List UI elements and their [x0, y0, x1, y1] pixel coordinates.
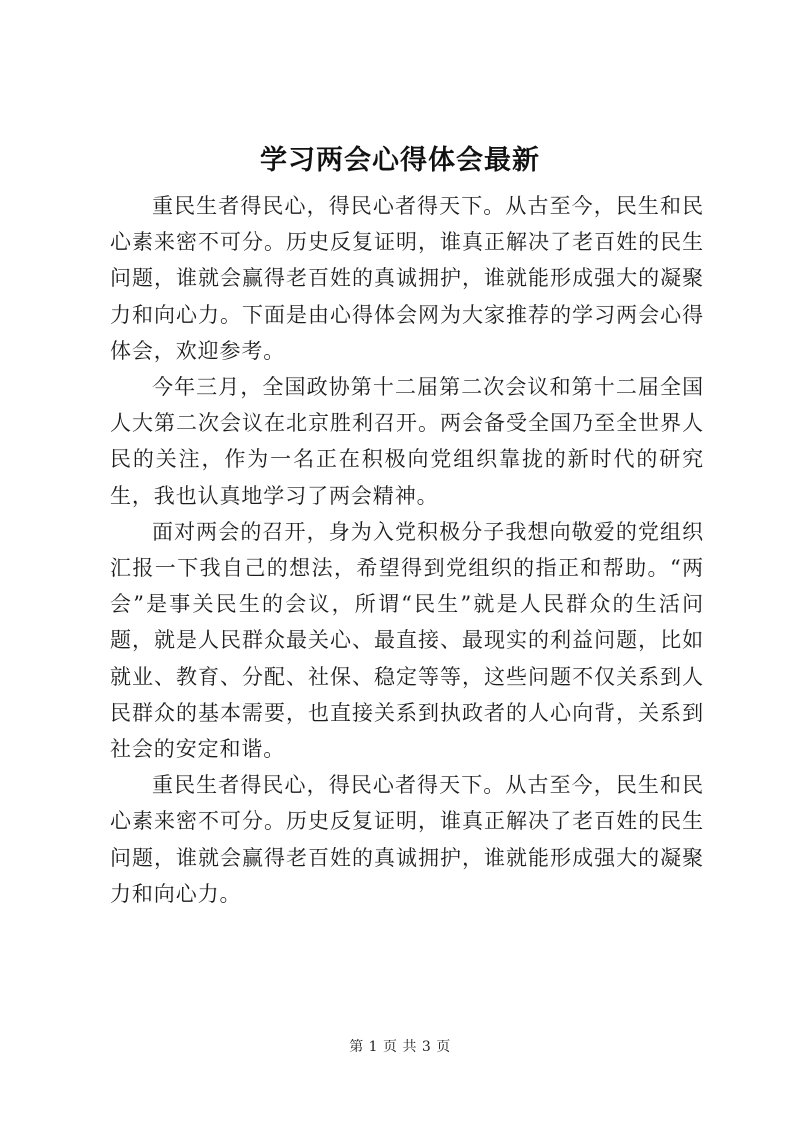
page-footer: 第 1 页 共 3 页	[349, 1039, 451, 1055]
paragraph-conclusion: 重民生者得民心，得民心者得天下。从古至今，民生和民心素来密不可分。历史反复证明，谁真正解决了老百姓的民生问题，谁就会赢得老百姓的真诚拥护，谁就能形成强大的凝聚力和向心力。	[110, 773, 704, 906]
document-body	[110, 188, 704, 912]
paragraph-livelihood: 面对两会的召开，身为入党积极分子我想向敬爱的党组织汇报一下我自己的想法，希望得到党组织的指正和帮助。“两会”是事关民生的会议，所谓“民生”就是人民群众的生活问题，就是人民群众最关心、最直接、最现实的利益问题，比如就业、教育、分配、社保、稳定等等，这些问题不仅关系到人民群众的基本需要，也直接关系到执政者的人心向背，关系到社会的安定和谐。	[110, 519, 704, 762]
document-title: 学习两会心得体会最新	[260, 145, 540, 176]
paragraph-intro: 重民生者得民心，得民心者得天下。从古至今，民生和民心素来密不可分。历史反复证明，谁真正解决了老百姓的民生问题，谁就会赢得老百姓的真诚拥护，谁就能形成强大的凝聚力和向心力。下面是由心得体会网为大家推荐的学习两会心得体会，欢迎参考。	[110, 194, 704, 363]
paragraph-meeting: 今年三月，全国政协第十二届第二次会议和第十二届全国人大第二次会议在北京胜利召开。两会备受全国乃至全世界人民的关注，作为一名正在积极向党组织靠拢的新时代的研究生，我也认真地学习了两会精神。	[110, 375, 704, 508]
